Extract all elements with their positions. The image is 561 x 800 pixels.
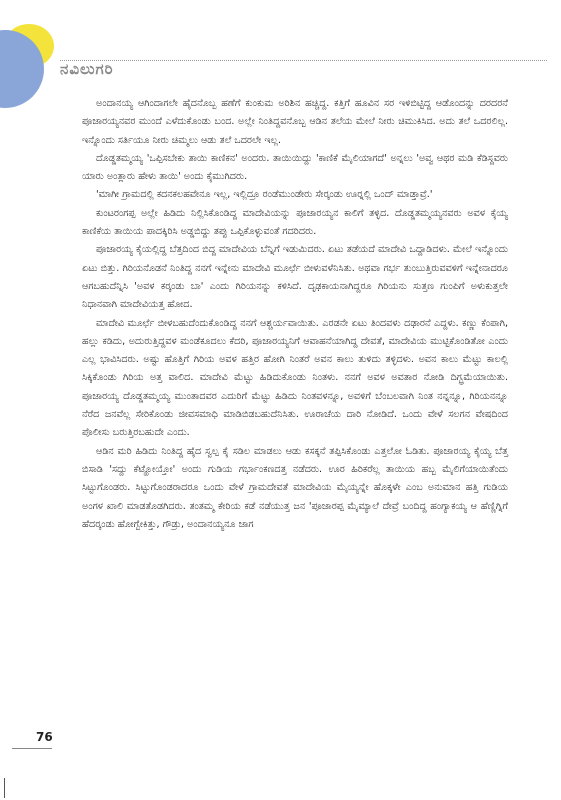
- header-dotted-rule: [60, 60, 547, 61]
- page-number: 76: [36, 730, 53, 744]
- paragraph: 'ಮಾಗೀ ಗ್ರಾಮದಲ್ಲಿ ಕದನಕಲಹವೇನೂ ಇಲ್ಲ, ಇಲ್ಲಿದ್ರೂ ರಂಡೆಮುಂಡೇರು ಸೇರ್‍ಕಂಡು ಊರ್‍ನಲ್ಲಿ ಒಂದ್ ಮಾಡ್ತಾವ್ರೆ.': [96, 189, 433, 201]
- page-number-rule: [12, 748, 52, 749]
- paragraph: ದೊಡ್ಡತಮ್ಮಯ್ಯ 'ಒಪ್ಪಿಸಬೇಕು ತಾಯಿ ಕಾಣಿಕನ' ಅಂದರು. ತಾಯಿಯಿದ್ದು 'ಕಾಣಿಕೆ ಮೈಲಿಯಾಗದೆ' ಅನ್ನಲು 'ಅವ್ವ ಆಥರ ಮಡಿ ಕೆಡಿಸ್ದವರು ಯಾರು ಅಂತ್ಲಾರು ಹೇಳು ತಾಯಿ' ಅಂದು ಕೈಮುಗಿದರು.: [82, 152, 508, 183]
- paragraph: ಕುಂಟರಂಗಪ್ಪ ಅಲ್ಲೇ ಹಿಡಿದು ನಿಲ್ಲಿಸಿಕೊಂಡಿದ್ದ ಮಾದೇವಿಯನ್ನು ಪೂಜಾರಯ್ಯನ ಕಾಲಿಗೆ ತಳ್ಳಿದ. ದೊಡ್ಡತಮ್ಮಯ್ಯನವರು ಅವಳ ಕೈಯ್ಯ ಕಾಣಿಕೆಯ ತಾಯಿಯ ಪಾದಕ್ಕಿರಿಸಿ ಅಡ್ಡಬಿದ್ದು ತಪ್ಪು ಒಪ್ಪಿಕೊಳ್ಳುವಂತೆ ಗದರಿದರು.: [82, 207, 508, 238]
- paragraph: ಅಂದಾನಯ್ಯ ಆಗಿಂದಾಗಲೇ ಹೈದನೊಬ್ಬ ಹಣೆಗೆ ಕುಂಕುಮ ಅರಿಶಿನ ಹಚ್ಚಿದ್ದ. ಕತ್ತಿಗೆ ಹೂವಿನ ಸರ ಇಳಿಬಿಟ್ಟಿದ್ದ ಆಡೊಂದನ್ನು ದರದರನೆ ಪೂಜಾರಯ್ಯನವರ ಮುಂದೆ ಎಳೆದುಕೊಂಡು ಬಂದ. ಅಲ್ಲೇ ನಿಂತಿದ್ದವನೊಬ್ಬ ಆಡಿನ ತಲೆಯ ಮೇಲೆ ನೀರು ಚಿಮುಕಿಸಿದ. ಅದು ತಲೆ ಒದರಲಿಲ್ಲ. ಇನ್ನೊಂದು ಸರ್ತಿಯೂ ನೀರು ಚಿಮ್ಮಲು ಆಡು ತಲೆ ಒದರಲೇ ಇಲ್ಲ.: [82, 98, 508, 146]
- body-text: [82, 95, 508, 534]
- paragraph: ಪೂಜಾರಯ್ಯ ಕೈಯಲ್ಲಿದ್ದ ಬೆತ್ತದಿಂದ ಬಿದ್ದ ಮಾದೇವಿಯ ಬೆನ್ನಿಗೆ ಇಡುಮಿದರು. ಏಟು ತಡೆಯದೆ ಮಾದೇವಿ ಒದ್ದಾಡಿದಳು. ಮೇಲೆ ಇನ್ನೊಂದು ಏಟು ಬಿತ್ತು. ಗಿರಿಯನೊಡನೆ ನಿಂತಿದ್ದ ನನಗೆ ಇನ್ನೇನು ಮಾದೇವಿ ಮೂರ್ಛೆ ಬೀಳುವಳೆನಿಸಿತು. ಅಥವಾ ಗರ್ಭ ತುಂಬುತ್ತಿರುವವಳಿಗೆ ಇನ್ನೇನಾದರೂ ಆಗಬಹುದೆನ್ನಿಸಿ 'ಅವಳ ಕರ್‍ಕಂಡು ಬಾ' ಎಂದು ಗಿರಿಯನನ್ನು ಕಳಿಸಿದೆ. ದೃಢಕಾಯನಾಗಿದ್ದರೂ ಗಿರಿಯನು ಸುತ್ತಣ ಗುಂಪಿಗೆ ಅಳುಕುತ್ತಲೇ ನಿಧಾನವಾಗಿ ಮಾದೇವಿಯತ್ತ ಹೋದ.: [82, 244, 508, 311]
- section-title: ನವಿಲುಗರಿ: [60, 60, 114, 78]
- paragraph: ಮಾದೇವಿ ಮೂರ್ಛೆ ಬೀಳಬಹುದೆಂದುಕೊಂಡಿದ್ದ ನನಗೆ ಆಶ್ಚರ್ಯವಾಯಿತು. ಎರಡನೇ ಏಟು ತಿಂದವಳು ದಢಾರನೆ ಎದ್ದಳು. ಕಣ್ಣು ಕೆಂಪಾಗಿ, ಹಲ್ಲು ಕಡಿದು, ಅದುರುತ್ತಿದ್ದವಳ ಮಂಡೆಕೂದಲು ಕೆದರಿ, ಪೂಜಾರಯ್ಯನಿಗೆ ಆವಾಹನೆಯಾಗಿದ್ದ ದೇವತೆ, ಮಾದೇವಿಯ ಮುಟ್ಟಿಕೊಂಡಿತೋ ಎಂದು ಎಲ್ಲ ಭಾವಿಸಿದರು. ಅಷ್ಟು ಹೊತ್ತಿಗೆ ಗಿರಿಯ ಅವಳ ಹತ್ತಿರ ಹೋಗಿ ನಿಂತರೆ ಅವನ ಕಾಲು ತುಳಿದು ತಳ್ಳಿದಳು. ಅವನ ಕಾಲು ಮೆಟ್ಟು ಕಾಲಲ್ಲಿ ಸಿಕ್ಕಿಕೊಂಡು ಗಿರಿಯ ಅತ್ತ ವಾಲಿದ. ಮಾದೇವಿ ಮೆಟ್ಟು ಹಿಡಿದುಕೊಂಡು ನಿಂತಳು. ನನಗೆ ಅವಳ ಅವತಾರ ನೋಡಿ ದಿಗ್ಭ್ರಮೆಯಾಯಿತು. ಪೂಜಾರಯ್ಯ ದೊಡ್ಡತಮ್ಮಯ್ಯ ಮುಂತಾದವರ ಎದುರಿಗೆ ಮೆಟ್ಟು ಹಿಡಿದು ನಿಂತವಳನ್ನೂ, ಅವಳಿಗೆ ಬೆಂಬಲವಾಗಿ ನಿಂತ ನನ್ನನ್ನೂ, ಗಿರಿಯನನ್ನೂ ನೆರೆದ ಜನವೆಲ್ಲ ಸೇರಿಕೊಂಡು ಜೀವಸಮಾಧಿ ಮಾಡಿಬಿಡಬಹುದೆನಿಸಿತು. ಊರಾಚೆಯ ದಾರಿ ನೋಡಿದೆ. ಒಂದು ವೇಳೆ ಸಲಗನ ವೇಷದಿಂದ ಪೊಲೀಸು ಬರುತ್ತಿರಬಹುದೇ ಎಂದು.: [82, 317, 508, 439]
- paragraph: ಆಡಿನ ಮರಿ ಹಿಡಿದು ನಿಂತಿದ್ದ ಹೈದ ಸ್ವಲ್ಪ ಕೈ ಸಡಿಲ ಮಾಡಲು ಆಡು ಕಸಕ್ಕನೆ ತಪ್ಪಿಸಿಕೊಂಡು ಎತ್ತಲೋ ಓಡಿತು. ಪೂಜಾರಯ್ಯ ಕೈಯ್ಯ ಬೆತ್ತ ಬಿಸಾಡಿ 'ಸದ್ದು ಕೆಟ್ಹೋಯ್ತೋ' ಅಂದು ಗುಡಿಯ ಗರ್ಭಾಂಕಣದತ್ತ ನಡೆದರು. ಊರ ಹಿರಿಕರೆಲ್ಲ ತಾಯಿಯ ಹಬ್ಬ ಮೈಲಿಗೆಯಾಯಿತೆಂದು ಸಿಟ್ಟುಗೊಂಡರು. ಸಿಟ್ಟುಗೊಂಡರಾದರೂ ಒಂದು ವೇಳೆ ಗ್ರಾಮದೇವತೆ ಮಾದೇವಿಯ ಮೈಯ್ಯನ್ನೇ ಹೊಕ್ಕಳೇ ಎಂಬ ಅನುಮಾನ ಹತ್ತಿ ಗುಡಿಯ ಅಂಗಳ ಖಾಲಿ ಮಾಡತೊಡಗಿದರು. ತಂತಮ್ಮ ಕೇರಿಯ ಕಡೆ ನಡೆಯುತ್ತ ಜನ 'ಪೂಜಾರಪ್ಪ ಮೈಮ್ಯಾಲೆ ದೇವ್ರೆ ಬಂದಿದ್ದ ಹಂಗ್ಯಾಕಯ್ಯ ಆ ಹೆಣ್ಣಿಗ್ನಿಗೆ ಹೆದರ್‍ಕಂಡು ಹೋಗ್ಬೇಕಿತ್ತು, ಗೌಡ್ರು, ಅಂದಾನಯ್ಯನೂ ಜಾಗ: [82, 445, 508, 530]
- crop-mark: [4, 778, 11, 798]
